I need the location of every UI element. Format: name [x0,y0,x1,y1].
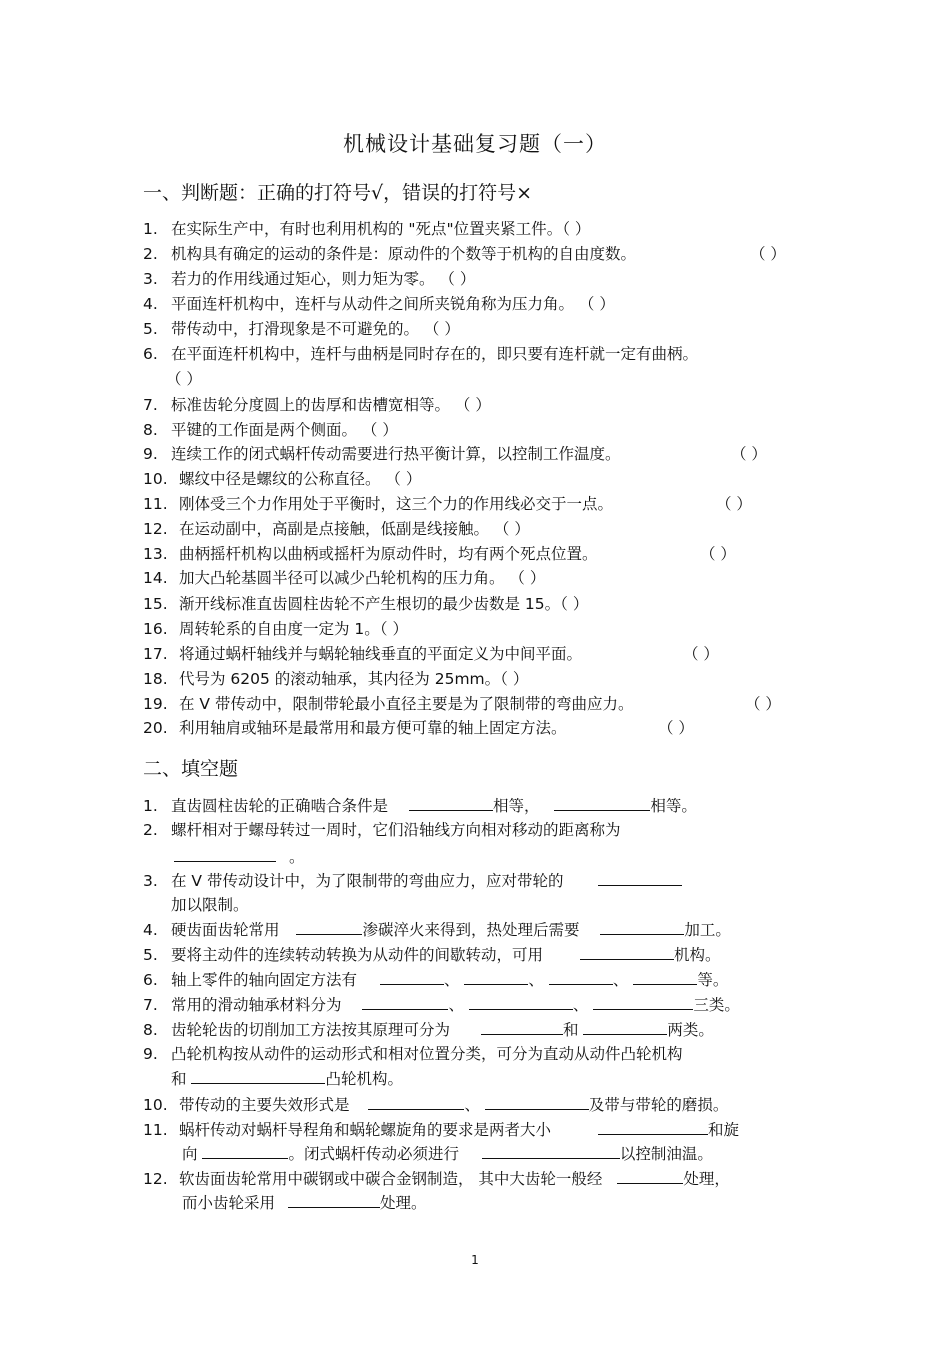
item-text: 若力的作用线通过矩心，则力矩为零。 （ ） [171,270,476,288]
item-number: 8. [143,1021,158,1039]
item-number: 3. [143,872,158,890]
item-text: 相等， [492,797,540,815]
judge-item [143,594,588,614]
item-number: 12. [143,520,168,538]
item-number: 4. [143,295,158,313]
item-number: 13. [143,545,168,563]
item-number: 5. [143,320,158,338]
item-number: 8. [143,421,158,439]
item-text: 平面连杆机构中，连杆与从动件之间所夹锐角称为压力角。 （ ） [171,295,615,313]
fill-item-11-cont [182,1143,713,1164]
judge-item [143,294,615,314]
item-text: 软齿面齿轮常用中碳钢或中碳合金钢制造， 其中大齿轮一般经 [179,1170,603,1188]
separator: 、 [443,971,460,989]
fill-item-1 [143,795,697,816]
judge-item [143,420,398,440]
separator: 、 [528,971,544,989]
item-text: 在运动副中，高副是点接触，低副是线接触。 （ ） [179,520,530,538]
item-text: 渐开线标准直齿圆柱齿轮不产生根切的最少齿数是 15。（ ） [179,595,589,613]
item-text: 和 [171,1070,187,1088]
item-text: 在 V 带传动中，限制带轮最小直径主要是为了限制带的弯曲应力。 [179,695,634,713]
item-number: 9. [143,445,158,463]
answer-bracket: （ ） [683,645,719,663]
answer-bracket: （ ） [745,695,781,713]
item-text: 在 V 带传动设计中，为了限制带的弯曲应力，应对带轮的 [171,872,564,890]
answer-blank[interactable] [288,1192,380,1208]
item-text: 曲柄摇杆机构以曲柄或摇杆为原动件时，均有两个死点位置。 [179,545,598,563]
section-heading-fill: 二、填空题 [143,758,239,780]
judge-item [143,319,460,339]
item-text: 刚体受三个力作用处于平衡时，这三个力的作用线必交于一点。 [179,495,614,513]
item-text: 平键的工作面是两个侧面。 （ ） [171,421,398,439]
fill-item-5 [143,944,720,965]
item-text: 连续工作的闭式蜗杆传动需要进行热平衡计算，以控制工作温度。 [171,445,621,463]
fill-item-10 [143,1094,728,1115]
fill-item-3 [143,870,682,891]
item-number: 19. [143,695,168,713]
item-number: 12. [143,1170,168,1188]
item-text: 加工。 [684,921,731,939]
item-text: 在平面连杆机构中，连杆与曲柄是同时存在的，即只要有连杆就一定有曲柄。 [171,345,699,363]
answer-blank[interactable] [362,994,448,1010]
answer-blank[interactable] [464,969,528,985]
item-text: 带传动中，打滑现象是不可避免的。 （ ） [171,320,460,338]
page-number: 1 [471,1253,479,1267]
item-number: 7. [143,396,158,414]
separator: 、 [572,996,589,1014]
item-number: 15. [143,595,168,613]
item-number: 1. [143,220,158,238]
item-text: 向 [182,1145,198,1163]
fill-item-2-cont [174,846,304,867]
item-text: 齿轮轮齿的切削加工方法按其原理可分为 [171,1021,451,1039]
answer-blank[interactable] [368,1094,464,1110]
answer-blank[interactable] [554,795,650,811]
item-text: 。 [288,848,305,866]
item-text: 加大凸轮基圆半径可以减少凸轮机构的压力角。 （ ） [179,569,546,587]
judge-item [143,544,736,564]
item-text: 而小齿轮采用 [182,1194,276,1212]
item-text: 两类。 [667,1021,714,1039]
item-text: 及带与带轮的磨损。 [588,1096,729,1114]
answer-blank[interactable] [583,1019,667,1035]
item-text: 轴上零件的轴向固定方法有 [171,971,358,989]
item-number: 10. [143,1096,168,1114]
answer-bracket: （ ） [750,245,786,263]
answer-bracket: （ ） [166,370,202,388]
item-text: 机构。 [673,946,721,964]
judge-item [143,568,545,588]
judge-item [143,644,719,664]
item-text: 标准齿轮分度圆上的齿厚和齿槽宽相等。 （ ） [171,396,491,414]
judge-item [143,718,694,738]
answer-blank[interactable] [296,919,362,935]
section-heading-judge: 一、判断题：正确的打符号√，错误的打符号× [143,182,533,204]
fill-item-7 [143,994,740,1015]
answer-blank[interactable] [485,1094,589,1110]
answer-blank[interactable] [202,1143,288,1159]
item-text: 三类。 [693,996,740,1014]
item-text: 和旋 [707,1121,739,1139]
item-text: 。闭式蜗杆传动必须进行 [288,1145,459,1163]
fill-item-11 [143,1119,739,1140]
judge-item [143,244,786,264]
answer-bracket: （ ） [716,495,752,513]
answer-blank[interactable] [174,846,276,862]
judge-item [143,694,781,714]
item-text: 在实际生产中，有时也利用机构的 "死点"位置夹紧工件。（ ） [171,220,591,238]
item-text: 代号为 6205 的滚动轴承，其内径为 25mm。（ ） [179,670,529,688]
item-text: 螺纹中径是螺纹的公称直径。 （ ） [179,470,422,488]
item-text: 利用轴肩或轴环是最常用和最方便可靠的轴上固定方法。 [179,719,567,737]
item-number: 1. [143,797,158,815]
answer-blank[interactable] [549,969,613,985]
answer-blank[interactable] [409,795,493,811]
item-number: 18. [143,670,168,688]
fill-item-4 [143,919,731,940]
answer-blank[interactable] [600,919,684,935]
answer-bracket: （ ） [658,719,694,737]
judge-item [143,469,421,489]
fill-item-8 [143,1019,714,1040]
answer-bracket: （ ） [700,545,736,563]
item-number: 14. [143,569,168,587]
item-text: 蜗杆传动对蜗杆导程角和蜗轮螺旋角的要求是两者大小 [179,1121,552,1139]
answer-bracket: （ ） [731,445,767,463]
item-number: 6. [143,345,158,363]
fill-item-12-cont [182,1192,426,1213]
judge-item [143,444,767,464]
item-text: 等。 [697,971,729,989]
item-number: 2. [143,821,158,839]
item-text: 以控制油温。 [619,1145,713,1163]
item-number: 16. [143,620,168,638]
answer-blank[interactable] [598,1119,708,1135]
judge-item [143,519,530,539]
page-title: 机械设计基础复习题（一） [343,132,607,156]
answer-blank[interactable] [469,994,573,1010]
item-text: 要将主动件的连续转动转换为从动件的间歇转动，可用 [171,946,544,964]
item-text: 直齿圆柱齿轮的正确啮合条件是 [171,797,389,815]
item-text: 带传动的主要失效形式是 [179,1096,350,1114]
separator: 、 [612,971,629,989]
item-number: 10. [143,470,168,488]
answer-blank[interactable] [593,994,693,1010]
answer-blank[interactable] [633,969,697,985]
item-text: 将通过蜗杆轴线并与蜗轮轴线垂直的平面定义为中间平面。 [179,645,583,663]
judge-item [143,269,475,289]
answer-blank[interactable] [380,969,444,985]
item-text: 机构具有确定的运动的条件是：原动件的个数等于机构的自由度数。 [171,245,637,263]
item-number: 6. [143,971,158,989]
fill-item-6 [143,969,728,990]
judge-item [143,619,408,639]
item-text: 和 [562,1021,579,1039]
judge-item [143,219,590,239]
item-text: 处理， [683,1170,730,1188]
judge-item [143,395,491,415]
answer-blank[interactable] [617,1168,683,1184]
fill-item-2 [143,820,621,840]
item-text: 渗碳淬火来得到，热处理后需要 [362,921,580,939]
answer-blank[interactable] [482,1143,620,1159]
separator: 、 [464,1096,480,1114]
item-text: 相等。 [650,797,697,815]
item-text: 螺杆相对于螺母转过一周时，它们沿轴线方向相对移动的距离称为 [171,821,621,839]
separator: 、 [448,996,464,1014]
item-text: 凸轮机构按从动件的运动形式和相对位置分类，可分为直动从动件凸轮机构 [171,1045,683,1063]
fill-item-12 [143,1168,730,1189]
answer-blank[interactable] [580,944,674,960]
item-text: 硬齿面齿轮常用 [171,921,280,939]
judge-item [143,494,752,514]
item-number: 9. [143,1045,158,1063]
item-number: 3. [143,270,158,288]
item-text: 常用的滑动轴承材料分为 [171,996,342,1014]
fill-item-3-cont: 加以限制。 [171,896,249,914]
fill-item-9-cont [171,1068,403,1089]
item-number: 11. [143,495,168,513]
item-number: 4. [143,921,158,939]
answer-blank[interactable] [481,1019,563,1035]
item-number: 20. [143,719,168,737]
item-number: 7. [143,996,158,1014]
item-number: 2. [143,245,158,263]
item-number: 5. [143,946,158,964]
item-text: 周转轮系的自由度一定为 1。（ ） [179,620,408,638]
judge-item [143,669,528,689]
item-number: 17. [143,645,168,663]
item-text: 处理。 [379,1194,427,1212]
fill-item-9 [143,1044,683,1064]
answer-blank[interactable] [191,1068,325,1084]
judge-item [143,344,698,364]
item-text: 凸轮机构。 [325,1070,403,1088]
answer-blank[interactable] [598,870,682,886]
item-number: 11. [143,1121,168,1139]
